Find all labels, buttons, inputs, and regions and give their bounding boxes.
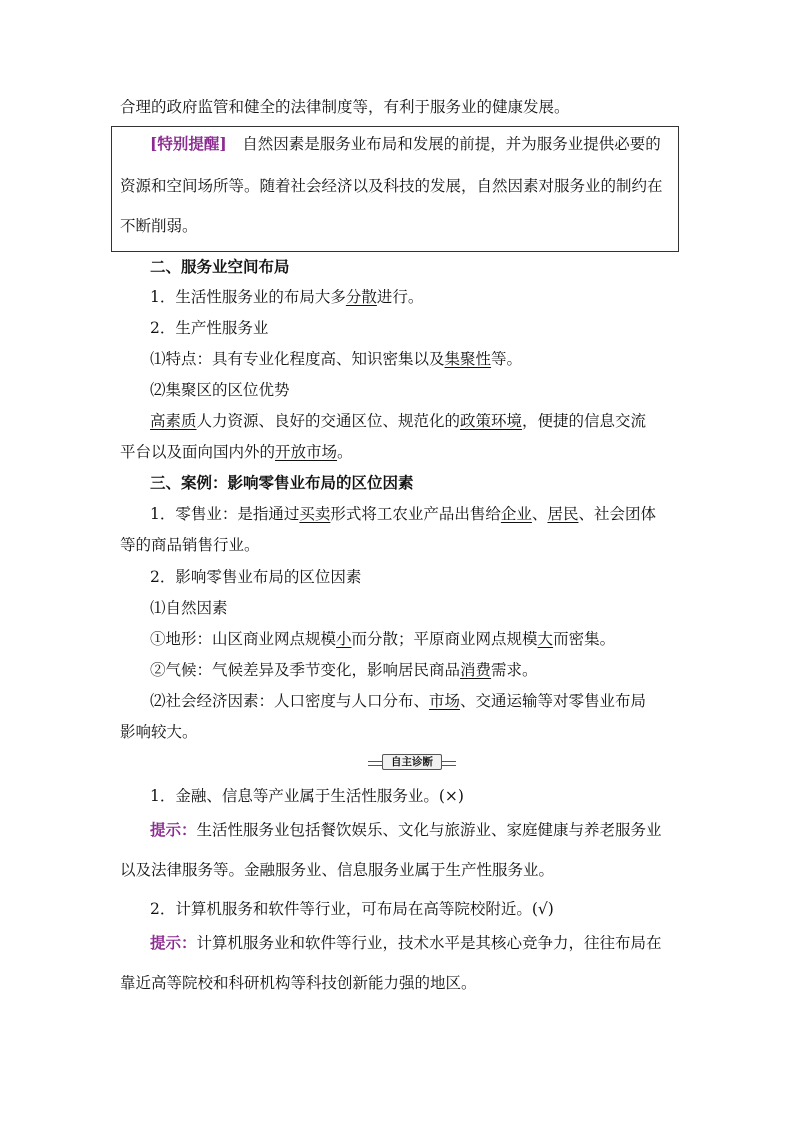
note-text-1: 自然因素是服务业布局和发展的前提，并为服务业提供必要的 [242,135,661,153]
section3-item2-heading: 2．影响零售业布局的区位因素 [150,568,362,586]
section2-item2-1: ⑴特点：具有专业化程度高、知识密集以及集聚性等。 [150,350,523,368]
section2-item2-2: ⑵集聚区的区位优势 [150,381,290,399]
diagnosis-question-1: 1．金融、信息等产业属于生活性服务业。(×) [150,787,464,805]
diagnosis-answer-1-line2: 以及法律服务等。金融服务业、信息服务业属于生产性服务业。 [120,861,555,879]
note-line-2: 资源和空间场所等。随着社会经济以及科技的发展，自然因素对服务业的制约在 [120,177,663,195]
intro-line: 合理的政府监管和健全的法律制度等，有利于服务业的健康发展。 [120,98,570,116]
section2-item2-heading: 2．生产性服务业 [150,319,269,337]
social-factors-line2: 影响较大。 [120,723,198,741]
note-line-1 [150,133,661,155]
note-tag: [特别提醒] [150,134,227,153]
section2-advantages-line1: 高素质人力资源、良好的交通区位、规范化的政策环境，便捷的信息交流 [150,412,647,430]
section2-advantages-line2: 平台以及面向国内外的开放市场。 [120,443,353,461]
diagnosis-question-2: 2．计算机服务和软件等行业，可布局在高等院校附近。(√) [150,900,554,918]
climate-factor: ②气候：气候差异及季节变化，影响居民商品消费需求。 [150,661,538,679]
section3-item1-line2: 等的商品销售行业。 [120,536,260,554]
section3-heading: 三、案例：影响零售业布局的区位因素 [150,473,414,492]
tip-label: 提示： [150,820,197,839]
diagnosis-answer-2-line2: 靠近高等院校和科研机构等科技创新能力强的地区。 [120,974,477,992]
diagnosis-answer-2-line1: 提示：计算机服务业和软件等行业，技术水平是其核心竞争力，往往布局在 [150,933,662,952]
self-diagnosis-label: 自主诊断 [382,754,442,770]
terrain-factor: ①地形：山区商业网点规模小而分散；平原商业网点规模大而密集。 [150,630,616,648]
natural-factors: ⑴自然因素 [150,599,228,617]
tip-label: 提示： [150,933,197,952]
diagnosis-answer-1-line1: 提示：生活性服务业包括餐饮娱乐、文化与旅游业、家庭健康与养老服务业 [150,820,662,839]
section2-heading: 二、服务业空间布局 [150,257,290,276]
banner-left-rule [368,761,382,766]
note-line-3: 不断削弱。 [120,217,198,235]
self-diagnosis-banner [368,754,456,770]
social-factors-line1: ⑵社会经济因素：人口密度与人口分布、市场、交通运输等对零售业布局 [150,692,647,710]
section3-item1-line1: 1．零售业：是指通过买卖形式将工农业产品出售给企业、居民、社会团体 [150,505,656,523]
banner-right-rule [442,761,456,766]
section2-item1: 1．生活性服务业的布局大多分散进行。 [150,288,424,306]
